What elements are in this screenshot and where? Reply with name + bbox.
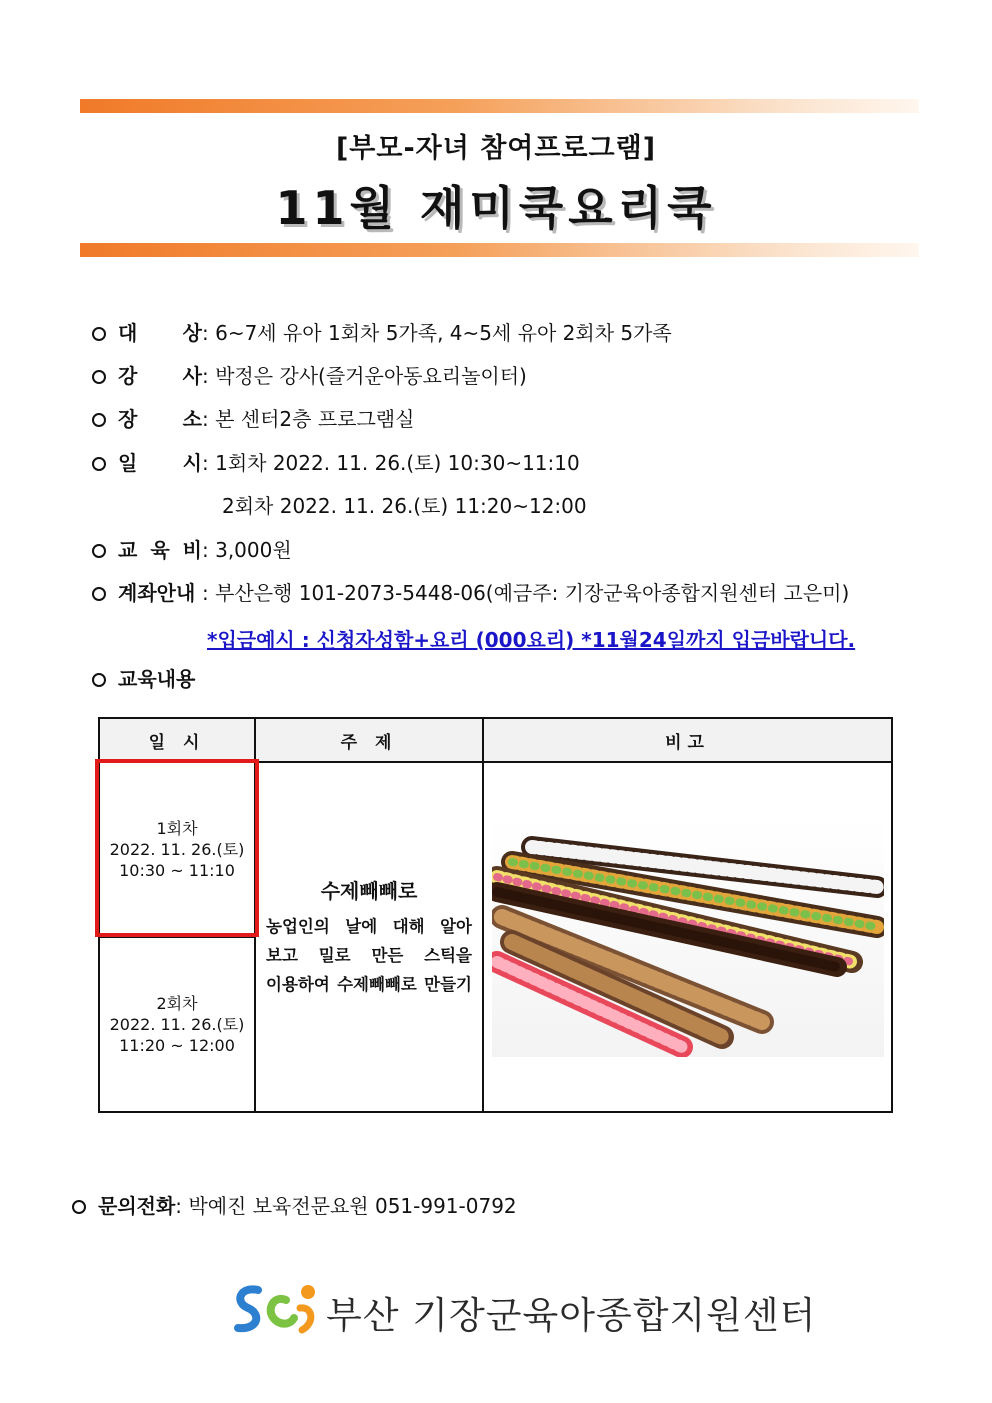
fee-label: 교 육 비 bbox=[118, 538, 202, 562]
session-1-date: 2022. 11. 26.(토) bbox=[109, 840, 245, 859]
bullet-icon bbox=[92, 544, 106, 558]
info-place bbox=[92, 406, 414, 432]
topic-desc-1: 농업인의 날에 대해 알아 bbox=[266, 917, 472, 936]
bullet-icon bbox=[92, 413, 106, 427]
info-content bbox=[92, 666, 195, 692]
date-value-2: 2회차 2022. 11. 26.(토) 11:20~12:00 bbox=[222, 494, 587, 518]
target-label: 대 상 bbox=[118, 321, 202, 345]
info-instructor bbox=[92, 363, 527, 389]
bullet-icon bbox=[72, 1200, 86, 1214]
info-target bbox=[92, 320, 672, 346]
content-label: 교육내용 bbox=[118, 667, 196, 691]
header-topic: 주 제 bbox=[255, 718, 483, 762]
deposit-notice: *입금예시 : 신청자성함+요리 (000요리) *11월24일까지 입금바랍니다. bbox=[207, 628, 856, 652]
info-fee bbox=[92, 537, 292, 563]
session-1-highlight bbox=[95, 759, 259, 937]
session-2-name: 2회차 bbox=[156, 994, 198, 1013]
topic-desc-2: 보고 밀로 만든 스틱을 bbox=[266, 946, 472, 965]
bullet-icon bbox=[92, 457, 106, 471]
fee-value: : 3,000원 bbox=[202, 538, 292, 562]
bottom-decorative-bar bbox=[80, 243, 919, 257]
bullet-icon bbox=[92, 587, 106, 601]
contact-row bbox=[72, 1190, 517, 1219]
session-1-name: 1회차 bbox=[156, 819, 198, 838]
target-value: : 6~7세 유아 1회차 5가족, 4~5세 유아 2회차 5가족 bbox=[202, 321, 672, 345]
table-header-row bbox=[99, 718, 892, 762]
topic-desc-3: 이용하여 수제빼빼로 만들기 bbox=[266, 975, 472, 994]
center-logo-icon bbox=[228, 1278, 320, 1338]
instructor-label: 강 사 bbox=[118, 364, 202, 388]
account-value: : 부산은행 101-2073-5448-06(예금주: 기장군육아종합지원센터 고은미) bbox=[202, 581, 850, 605]
place-value: : 본 센터2층 프로그램실 bbox=[202, 407, 415, 431]
date-value-1: : 1회차 2022. 11. 26.(토) 10:30~11:10 bbox=[202, 451, 580, 475]
account-label: 계좌안내 bbox=[118, 581, 196, 605]
session-2-time: 11:20 ~ 12:00 bbox=[119, 1036, 235, 1055]
pepero-photo bbox=[492, 817, 884, 1057]
topic-title: 수제빼빼로 bbox=[320, 879, 418, 903]
center-name: 부산 기장군육아종합지원센터 bbox=[326, 1294, 817, 1337]
session-2-cell bbox=[99, 937, 255, 1112]
header-note: 비고 bbox=[483, 718, 892, 762]
header-date: 일 시 bbox=[99, 718, 255, 762]
note-cell bbox=[483, 762, 892, 1112]
contact-value: : 박예진 보육전문요원 051-991-0792 bbox=[175, 1194, 517, 1218]
bullet-icon bbox=[92, 327, 106, 341]
instructor-value: : 박정은 강사(즐거운아동요리놀이터) bbox=[202, 364, 527, 388]
info-account bbox=[92, 580, 849, 606]
topic-cell bbox=[255, 762, 483, 1112]
session-1-time: 10:30 ~ 11:10 bbox=[119, 861, 235, 880]
info-date-second bbox=[222, 493, 587, 519]
place-label: 장 소 bbox=[118, 407, 202, 431]
bullet-icon bbox=[92, 370, 106, 384]
bullet-icon bbox=[92, 673, 106, 687]
contact-label: 문의전화 bbox=[98, 1194, 176, 1218]
session-2-date: 2022. 11. 26.(토) bbox=[109, 1015, 245, 1034]
program-subtitle: [부모-자녀 참여프로그램] bbox=[335, 133, 657, 164]
program-title: 11월 재미쿡요리쿡 bbox=[275, 181, 717, 235]
date-label: 일 시 bbox=[118, 451, 202, 475]
top-decorative-bar bbox=[80, 99, 919, 113]
info-date bbox=[92, 450, 580, 476]
